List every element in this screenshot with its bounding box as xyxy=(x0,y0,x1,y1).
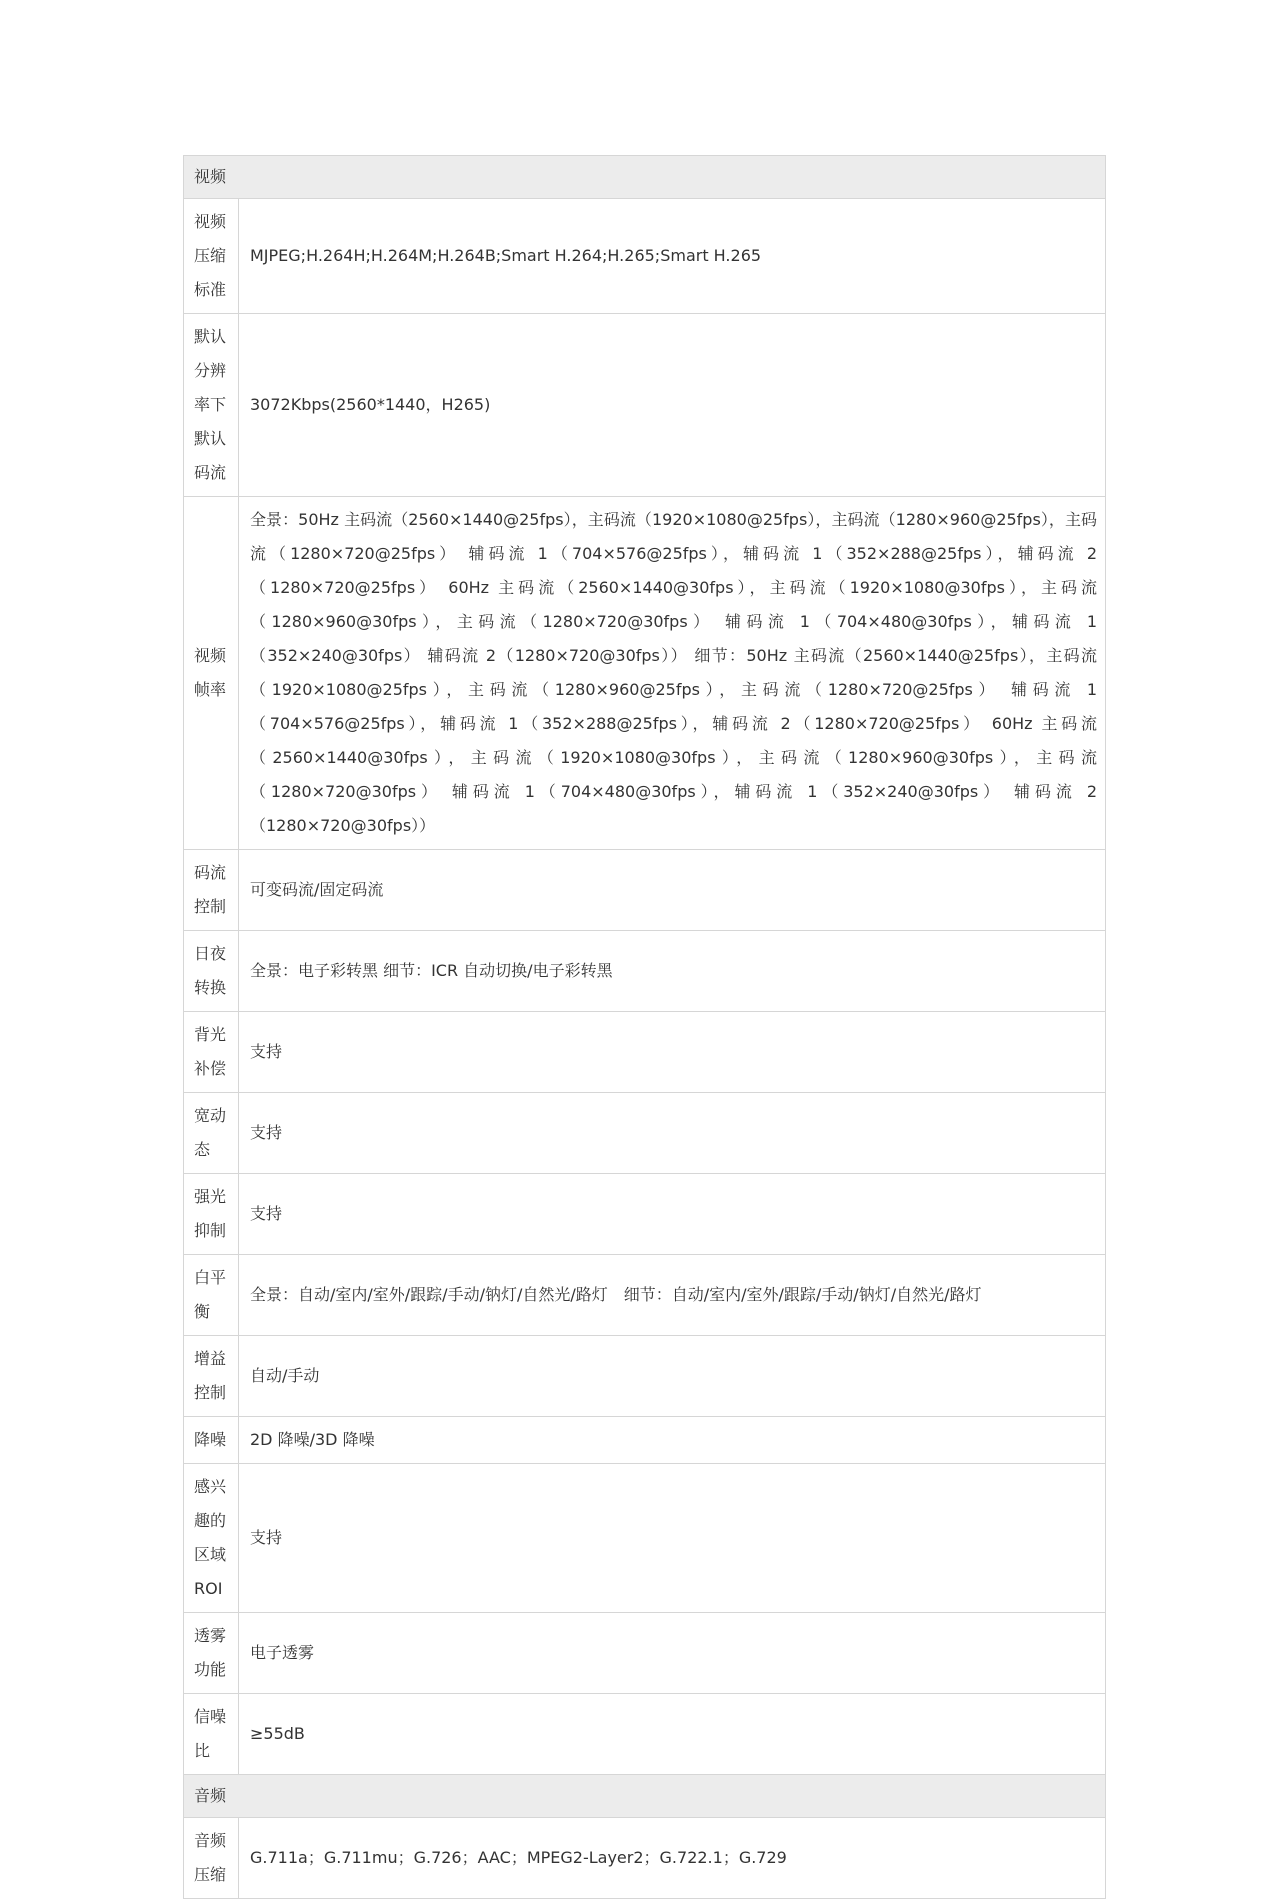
section-title: 音频 xyxy=(184,1775,1106,1818)
spec-value: 支持 xyxy=(239,1464,1106,1613)
spec-value: 全景：自动/室内/室外/跟踪/手动/钠灯/自然光/路灯 细节：自动/室内/室外/跟踪/手动/钠灯/自然光/路灯 xyxy=(239,1255,1106,1336)
spec-value: 支持 xyxy=(239,1012,1106,1093)
spec-value: 全景：电子彩转黑 细节：ICR 自动切换/电子彩转黑 xyxy=(239,931,1106,1012)
spec-label: 码流控制 xyxy=(184,850,239,931)
spec-value: 支持 xyxy=(239,1174,1106,1255)
spec-row-audio-compression xyxy=(184,1818,1106,1899)
spec-label: 降噪 xyxy=(184,1417,239,1464)
spec-label: 强光抑制 xyxy=(184,1174,239,1255)
spec-value: 2D 降噪/3D 降噪 xyxy=(239,1417,1106,1464)
spec-value: 3072Kbps(2560*1440，H265) xyxy=(239,314,1106,497)
spec-value: 支持 xyxy=(239,1093,1106,1174)
spec-value: 电子透雾 xyxy=(239,1613,1106,1694)
spec-label: 感兴趣的区域ROI xyxy=(184,1464,239,1613)
spec-label: 信噪比 xyxy=(184,1694,239,1775)
spec-label: 白平衡 xyxy=(184,1255,239,1336)
spec-value: MJPEG;H.264H;H.264M;H.264B;Smart H.264;H.265;Smart H.265 xyxy=(239,199,1106,314)
spec-label: 默认分辨率下默认码流 xyxy=(184,314,239,497)
spec-label: 宽动态 xyxy=(184,1093,239,1174)
spec-row-backlight xyxy=(184,1012,1106,1093)
spec-row-compression xyxy=(184,199,1106,314)
spec-row-wdr xyxy=(184,1093,1106,1174)
spec-label: 透雾功能 xyxy=(184,1613,239,1694)
section-title: 视频 xyxy=(184,156,1106,199)
spec-row-snr xyxy=(184,1694,1106,1775)
section-header-audio xyxy=(184,1775,1106,1818)
spec-row-noise-reduction xyxy=(184,1417,1106,1464)
spec-label: 背光补偿 xyxy=(184,1012,239,1093)
spec-table xyxy=(183,155,1106,1899)
spec-row-default-bitrate xyxy=(184,314,1106,497)
section-header-video xyxy=(184,156,1106,199)
spec-value: ≥55dB xyxy=(239,1694,1106,1775)
spec-row-roi xyxy=(184,1464,1106,1613)
spec-row-white-balance xyxy=(184,1255,1106,1336)
spec-row-defog xyxy=(184,1613,1106,1694)
spec-value: 自动/手动 xyxy=(239,1336,1106,1417)
spec-row-gain xyxy=(184,1336,1106,1417)
spec-value: 全景：50Hz 主码流（2560×1440@25fps），主码流（1920×1080@25fps），主码流（1280×960@25fps），主码流（1280×720@25fps） 辅码流 1（704×576@25fps），辅码流 1（352×288@25fps），辅码流 2（1280×720@25fps） 60Hz 主码流（2560×1440@30fps），主码流（1920×1080@30fps），主码流（1280×960@30fps），主码流（1280×720@30fps） 辅码流 1（704×480@30fps），辅码流 1（352×240@30fps） 辅码流 2（1280×720@30fps）） 细节：50Hz 主码流（2560×1440@25fps），主码流（1920×1080@25fps），主码流（1280×960@25fps），主码流（1280×720@25fps） 辅码流 1（704×576@25fps），辅码流 1（352×288@25fps），辅码流 2（1280×720@25fps） 60Hz 主码流（2560×1440@30fps），主码流（1920×1080@30fps），主码流（1280×960@30fps），主码流（1280×720@30fps） 辅码流 1（704×480@30fps），辅码流 1（352×240@30fps） 辅码流 2（1280×720@30fps）） xyxy=(239,497,1106,850)
spec-label: 视频压缩标准 xyxy=(184,199,239,314)
spec-label: 音频压缩 xyxy=(184,1818,239,1899)
spec-row-frame-rate xyxy=(184,497,1106,850)
spec-row-bitrate-control xyxy=(184,850,1106,931)
spec-label: 日夜转换 xyxy=(184,931,239,1012)
spec-row-day-night xyxy=(184,931,1106,1012)
spec-label: 增益控制 xyxy=(184,1336,239,1417)
spec-row-hlc xyxy=(184,1174,1106,1255)
spec-value: 可变码流/固定码流 xyxy=(239,850,1106,931)
spec-value: G.711a；G.711mu；G.726；AAC；MPEG2-Layer2；G.722.1；G.729 xyxy=(239,1818,1106,1899)
spec-label: 视频帧率 xyxy=(184,497,239,850)
